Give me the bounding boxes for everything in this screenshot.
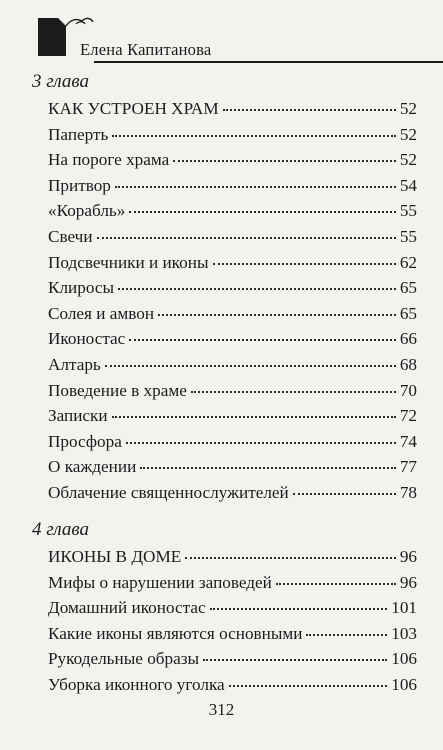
toc-entry[interactable] — [48, 672, 417, 698]
toc-entry-page: 55 — [399, 201, 417, 221]
dot-leader — [293, 493, 396, 495]
toc-entry[interactable] — [48, 595, 417, 621]
toc-entry[interactable] — [48, 429, 417, 455]
toc-entry[interactable] — [48, 301, 417, 327]
toc-entry[interactable] — [48, 621, 417, 647]
toc-entry-page: 55 — [399, 226, 417, 246]
dot-leader — [173, 160, 396, 162]
toc-entry-page: 96 — [399, 572, 417, 592]
toc-entry-title: ИКОНЫ В ДОМЕ — [48, 547, 182, 566]
dot-leader — [129, 339, 396, 341]
dot-leader — [158, 314, 396, 316]
toc-entry-list — [48, 96, 417, 506]
toc-entry-title: Записки — [48, 406, 108, 426]
dot-leader — [191, 391, 396, 393]
toc-entry-title: Иконостас — [48, 329, 126, 349]
toc-entry-page: 103 — [391, 623, 417, 643]
toc-entry[interactable] — [48, 250, 417, 276]
toc-entry-title: Мифы о нарушении заповедей — [48, 572, 272, 592]
dot-leader — [97, 237, 396, 239]
dot-leader — [306, 634, 387, 636]
toc-entry-title: Притвор — [48, 175, 111, 195]
chapter-heading: 3 глава — [32, 71, 90, 92]
toc-entry-page: 72 — [399, 406, 417, 426]
dot-leader — [229, 685, 388, 687]
toc-entry-title: «Корабль» — [48, 201, 126, 221]
toc-entry-page: 77 — [399, 457, 417, 477]
dot-leader — [126, 442, 396, 444]
toc-entry[interactable] — [48, 378, 417, 404]
toc-entry-list — [48, 544, 417, 698]
toc-entry-page: 101 — [391, 598, 417, 618]
toc-entry-title: Облачение священнослужителей — [48, 482, 289, 502]
toc-entry-page: 68 — [399, 354, 417, 374]
toc-entry-title: Какие иконы являются основными — [48, 623, 303, 643]
toc-entry-title: Просфора — [48, 431, 122, 451]
page-number: 312 — [208, 700, 235, 719]
dot-leader — [112, 135, 395, 137]
toc-entry-title: О каждении — [48, 457, 137, 477]
toc-entry[interactable] — [48, 646, 417, 672]
toc-entry[interactable] — [48, 480, 417, 506]
dot-leader — [276, 583, 396, 585]
dot-leader — [213, 263, 396, 265]
toc-entry-title: КАК УСТРОЕН ХРАМ — [48, 99, 219, 118]
toc-entry[interactable] — [48, 544, 417, 570]
dot-leader — [115, 186, 396, 188]
toc-entry-page: 78 — [399, 482, 417, 502]
toc-entry-title: Алтарь — [48, 354, 101, 374]
dot-leader — [210, 608, 388, 610]
toc-entry[interactable] — [48, 570, 417, 596]
toc-entry[interactable] — [48, 275, 417, 301]
dot-leader — [118, 288, 396, 290]
toc-entry[interactable] — [48, 173, 417, 199]
toc-entry-page: 65 — [399, 303, 417, 323]
toc-entry[interactable] — [48, 122, 417, 148]
toc-entry-page: 52 — [399, 124, 417, 144]
toc-entry-title: Солея и амвон — [48, 303, 155, 323]
toc-entry-page: 106 — [391, 674, 417, 694]
toc-entry-title: Домашний иконостас — [48, 598, 206, 618]
dot-leader — [223, 109, 396, 111]
toc-entry-page: 52 — [399, 150, 417, 170]
toc-entry[interactable] — [48, 403, 417, 429]
running-header — [36, 12, 416, 62]
toc-entry-title: Паперть — [48, 124, 109, 144]
dot-leader — [140, 467, 396, 469]
toc-entry-title: Поведение в храме — [48, 380, 187, 400]
toc-entry-page: 54 — [399, 175, 417, 195]
toc-entry[interactable] — [48, 147, 417, 173]
toc-entry-page: 66 — [399, 329, 417, 349]
toc-entry-page: 74 — [399, 431, 417, 451]
toc-entry-page: 106 — [391, 649, 417, 669]
chapter-heading: 4 глава — [32, 519, 90, 540]
header-rule — [94, 61, 443, 63]
toc-entry[interactable] — [48, 224, 417, 250]
toc-entry-title: Свечи — [48, 226, 93, 246]
dot-leader — [129, 211, 395, 213]
toc-entry[interactable] — [48, 96, 417, 122]
toc-entry-page: 70 — [399, 380, 417, 400]
dot-leader — [185, 557, 396, 559]
toc-entry-page: 62 — [399, 252, 417, 272]
dot-leader — [203, 659, 387, 661]
toc-entry-title: На пороге храма — [48, 150, 170, 170]
dot-leader — [105, 365, 396, 367]
toc-entry-title: Уборка иконного уголка — [48, 674, 225, 694]
toc-entry[interactable] — [48, 198, 417, 224]
toc-chapter-4 — [32, 518, 417, 698]
dot-leader — [112, 416, 396, 418]
toc-entry-title: Подсвечники и иконы — [48, 252, 209, 272]
toc-entry-title: Рукодельные образы — [48, 649, 200, 669]
toc-entry[interactable] — [48, 326, 417, 352]
toc-entry[interactable] — [48, 454, 417, 480]
toc-entry-title: Клиросы — [48, 278, 115, 298]
toc-entry-page: 65 — [399, 278, 417, 298]
author-name: Елена Капитанова — [80, 40, 212, 59]
toc-entry-page: 96 — [399, 547, 417, 566]
toc-entry-page: 52 — [399, 99, 417, 118]
toc-chapter-3 — [32, 70, 417, 506]
toc-entry[interactable] — [48, 352, 417, 378]
